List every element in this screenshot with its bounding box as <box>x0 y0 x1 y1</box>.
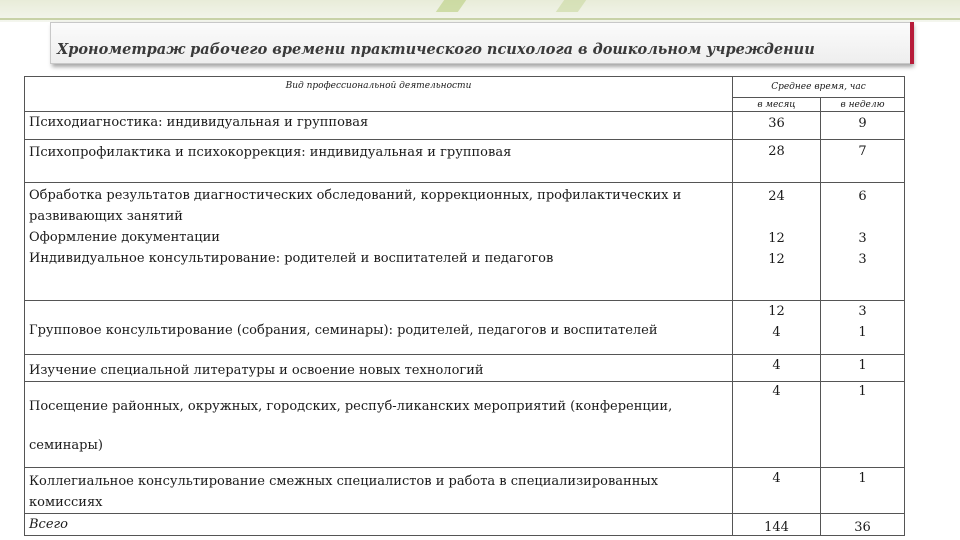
per-month-header: в месяц <box>733 98 821 112</box>
activity-cell: Психопрофилактика и психокоррекция: индивидуальная и групповая <box>25 140 733 183</box>
table-row <box>25 355 905 382</box>
activity-cell: Групповое консультирование (собрания, семинары): родителей, педагогов и воспитателей <box>25 301 733 355</box>
week-value: 1 <box>858 325 867 340</box>
activity-text: Посещение районных, окружных, городских, респуб-ликанских мероприятий (конференции, <box>29 399 673 414</box>
table-row <box>25 301 905 355</box>
week-value: 3 <box>858 231 867 246</box>
table-row-merged <box>25 183 905 301</box>
table-row <box>25 140 905 183</box>
activity-text: Обработка результатов диагностических обследований, коррекционных, профилактических и развивающих занятий <box>29 188 682 224</box>
total-week: 36 <box>821 514 905 536</box>
activity-cell: Коллегиальное консультирование смежных специалистов и работа в специализированных комиссиях <box>25 468 733 514</box>
week-cell <box>821 355 905 382</box>
month-value: 12 <box>768 304 785 319</box>
week-cell <box>821 382 905 468</box>
week-cell <box>821 301 905 355</box>
month-value: 4 <box>772 325 781 340</box>
activity-cell: Психодиагностика: индивидуальная и групповая <box>25 112 733 140</box>
month-cell <box>733 355 821 382</box>
week-cell-merged <box>821 183 905 301</box>
top-decor-line <box>0 18 960 20</box>
week-value: 6 <box>858 189 867 204</box>
title-bar <box>50 22 912 64</box>
page-title: Хронометраж рабочего времени практического психолога в дошкольном учреждении <box>57 41 815 58</box>
table-row <box>25 382 905 468</box>
total-month: 144 <box>733 514 821 536</box>
week-cell: 7 <box>821 140 905 183</box>
table-row <box>25 112 905 140</box>
activity-text-continued: семинары) <box>29 438 103 453</box>
month-cell: 28 <box>733 140 821 183</box>
month-cell: 36 <box>733 112 821 140</box>
title-accent <box>910 22 914 64</box>
week-value-extra: 1 <box>858 384 867 399</box>
month-value: 24 <box>768 189 785 204</box>
table-header-row <box>25 77 905 98</box>
month-cell <box>733 468 821 514</box>
week-value: 3 <box>858 304 867 319</box>
activity-text: Индивидуальное консультирование: родителей и воспитателей и педагогов <box>29 251 554 266</box>
activity-cell <box>25 382 733 468</box>
total-row <box>25 514 905 536</box>
per-week-header: в неделю <box>821 98 905 112</box>
week-cell: 9 <box>821 112 905 140</box>
activity-cell-merged <box>25 183 733 301</box>
table-row <box>25 468 905 514</box>
week-value: 1 <box>858 471 867 486</box>
activity-text: Оформление документации <box>29 230 220 245</box>
week-value: 3 <box>858 252 867 267</box>
total-label: Всего <box>25 514 733 536</box>
chronometry-table <box>24 76 905 536</box>
avg-time-column-header: Среднее время, час <box>733 77 905 98</box>
week-cell <box>821 468 905 514</box>
month-value: 4 <box>772 471 781 486</box>
month-cell-merged <box>733 183 821 301</box>
month-cell <box>733 301 821 355</box>
month-cell <box>733 382 821 468</box>
month-value: 4 <box>772 358 781 373</box>
week-value: 1 <box>858 358 867 373</box>
month-value-extra: 4 <box>772 384 781 399</box>
month-value: 12 <box>768 252 785 267</box>
month-value: 12 <box>768 231 785 246</box>
activity-cell: Изучение специальной литературы и освоение новых технологий <box>25 355 733 382</box>
activity-column-header: Вид профессиональной деятельности <box>25 77 733 112</box>
